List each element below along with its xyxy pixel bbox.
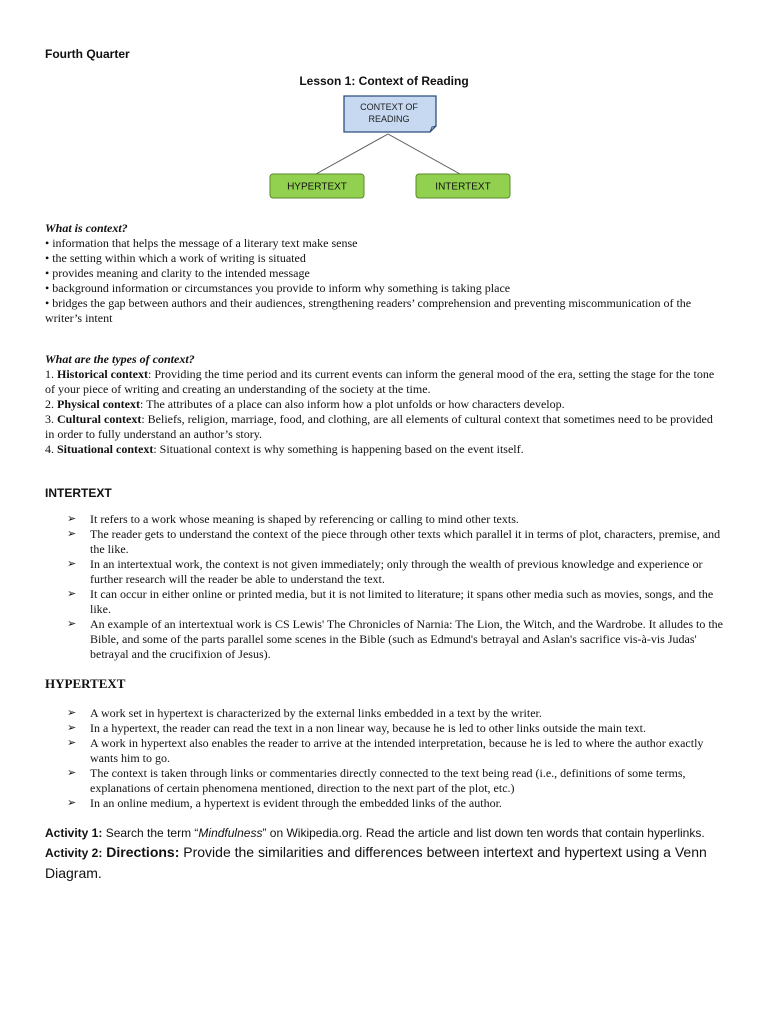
context-type-term: Physical context: [57, 397, 140, 411]
context-type-term: Cultural context: [57, 412, 142, 426]
context-question: What is context?: [45, 221, 128, 235]
hypertext-list: [45, 706, 725, 811]
hypertext-list-item: [45, 796, 725, 811]
intertext-list-item: [45, 557, 725, 587]
activity-1-post: ” on Wikipedia.org. Read the article and list down ten words that contain hyperlinks.: [262, 826, 705, 840]
diagram-root-label-line1: CONTEXT OF: [360, 102, 418, 112]
context-type-number: 4.: [45, 442, 57, 456]
hypertext-list-item: [45, 721, 725, 736]
context-type-item: [45, 367, 725, 397]
hypertext-item-text: In an online medium, a hypertext is evident through the embedded links of the author.: [90, 796, 502, 810]
arrow-bullet-icon: ➢: [67, 528, 77, 540]
intertext-item-text: It can occur in either online or printed media, but it is not limited to literature; it spans other media such as movies, songs, and the like.: [90, 587, 714, 616]
activity-2: [45, 842, 745, 883]
context-type-description: : Situational context is why something is happening based on the event itself.: [153, 442, 524, 456]
hypertext-item-text: The context is taken through links or commentaries directly connected to the text being read (i.e., definitions of some terms, explanations of certain phenomena mentioned, direction to the next part of the plot, etc.): [90, 766, 686, 795]
arrow-bullet-icon: ➢: [67, 722, 77, 734]
arrow-bullet-icon: ➢: [67, 588, 77, 600]
hypertext-item-text: A work in hypertext also enables the reader to arrive at the intended interpretation, because he is led to where the author exactly wants him to go.: [90, 736, 704, 765]
types-list: [45, 367, 725, 457]
intertext-list-item: [45, 587, 725, 617]
activity-2-directions: Directions:: [102, 844, 180, 860]
activity-1-term: Mindfulness: [198, 826, 263, 840]
hypertext-item-text: In a hypertext, the reader can read the text in a non linear way, because he is led to other links outside the main text.: [90, 721, 647, 735]
arrow-bullet-icon: ➢: [67, 707, 77, 719]
arrow-bullet-icon: ➢: [67, 737, 77, 749]
context-type-number: 2.: [45, 397, 57, 411]
context-bullets: [45, 236, 725, 326]
diagram-intertext-label: INTERTEXT: [435, 181, 491, 193]
context-type-term: Historical context: [57, 367, 148, 381]
intertext-item-text: An example of an intertextual work is CS Lewis' The Chronicles of Narnia: The Lion, the Witch, and the Wardrobe. It alludes to the Bible, and some of the parts parallel some scenes in the Bible (such as Edmund's betrayal and Aslan's sacrifice vis-à-vis Judas' betrayal and the crucifixion of Jesus).: [90, 617, 723, 661]
context-bullet: • provides meaning and clarity to the intended message: [45, 266, 310, 280]
context-type-term: Situational context: [57, 442, 154, 456]
context-type-item: [45, 397, 725, 412]
hypertext-list-item: [45, 736, 725, 766]
diagram-hypertext-label: HYPERTEXT: [287, 181, 347, 193]
context-type-description: : Beliefs, religion, marriage, food, and clothing, are all elements of cultural context that sometimes need to be provided in order to fully understand an author’s story.: [45, 412, 713, 441]
arrow-bullet-icon: ➢: [67, 558, 77, 570]
types-section: [45, 352, 725, 457]
activity-2-text: Provide the similarities and differences between intertext and hypertext using a Venn Diagram.: [45, 844, 707, 881]
intertext-list-item: [45, 527, 725, 557]
context-bullet: • the setting within which a work of writing is situated: [45, 251, 306, 265]
activity-1-label: Activity 1:: [45, 826, 103, 840]
context-type-item: [45, 442, 725, 457]
context-section: [45, 221, 725, 326]
hypertext-item-text: A work set in hypertext is characterized by the external links embedded in a text by the writer.: [90, 706, 542, 720]
hypertext-list-item: [45, 766, 725, 796]
context-type-description: : The attributes of a place can also inform how a plot unfolds or how characters develop.: [140, 397, 565, 411]
diagram-connector-left: [316, 134, 388, 174]
intertext-item-text: In an intertextual work, the context is not given immediately; only through the wealth of previous knowledge and experience or further research will the reader be able to understand the text.: [90, 557, 703, 586]
context-bullet: • information that helps the message of a literary text make sense: [45, 236, 358, 250]
diagram-root-label-line2: READING: [368, 114, 410, 124]
context-type-description: : Providing the time period and its current events can inform the general mood of the era, setting the stage for the tone of your piece of writing and creating an understanding of the society at the time.: [45, 367, 715, 396]
intertext-item-text: The reader gets to understand the context of the piece through other texts which parallel it in terms of plot, characters, premise, and the like.: [90, 527, 721, 556]
context-bullet: • background information or circumstances you provide to inform why something is taking place: [45, 281, 511, 295]
activity-1-pre: Search the term “: [102, 826, 199, 840]
lesson-title: Lesson 1: Context of Reading: [299, 74, 469, 88]
intertext-list: [45, 512, 725, 662]
context-type-number: 1.: [45, 367, 57, 381]
context-bullet: • bridges the gap between authors and their audiences, strengthening readers’ comprehension and preventing miscommunication of the writer’s intent: [45, 296, 692, 325]
diagram-connector-right: [388, 134, 460, 174]
hypertext-heading: HYPERTEXT: [45, 676, 126, 691]
intertext-list-item: [45, 617, 725, 662]
context-type-number: 3.: [45, 412, 57, 426]
types-question: What are the types of context?: [45, 352, 195, 366]
context-diagram: [260, 92, 520, 204]
quarter-heading: Fourth Quarter: [45, 47, 130, 61]
arrow-bullet-icon: ➢: [67, 618, 77, 630]
activity-1: [45, 826, 745, 840]
context-type-item: [45, 412, 725, 442]
arrow-bullet-icon: ➢: [67, 513, 77, 525]
arrow-bullet-icon: ➢: [67, 797, 77, 809]
intertext-list-item: [45, 512, 725, 527]
activity-2-label: Activity 2:: [45, 846, 103, 860]
intertext-heading: INTERTEXT: [45, 486, 112, 500]
arrow-bullet-icon: ➢: [67, 767, 77, 779]
intertext-item-text: It refers to a work whose meaning is shaped by referencing or calling to mind other texts.: [90, 512, 519, 526]
hypertext-list-item: [45, 706, 725, 721]
